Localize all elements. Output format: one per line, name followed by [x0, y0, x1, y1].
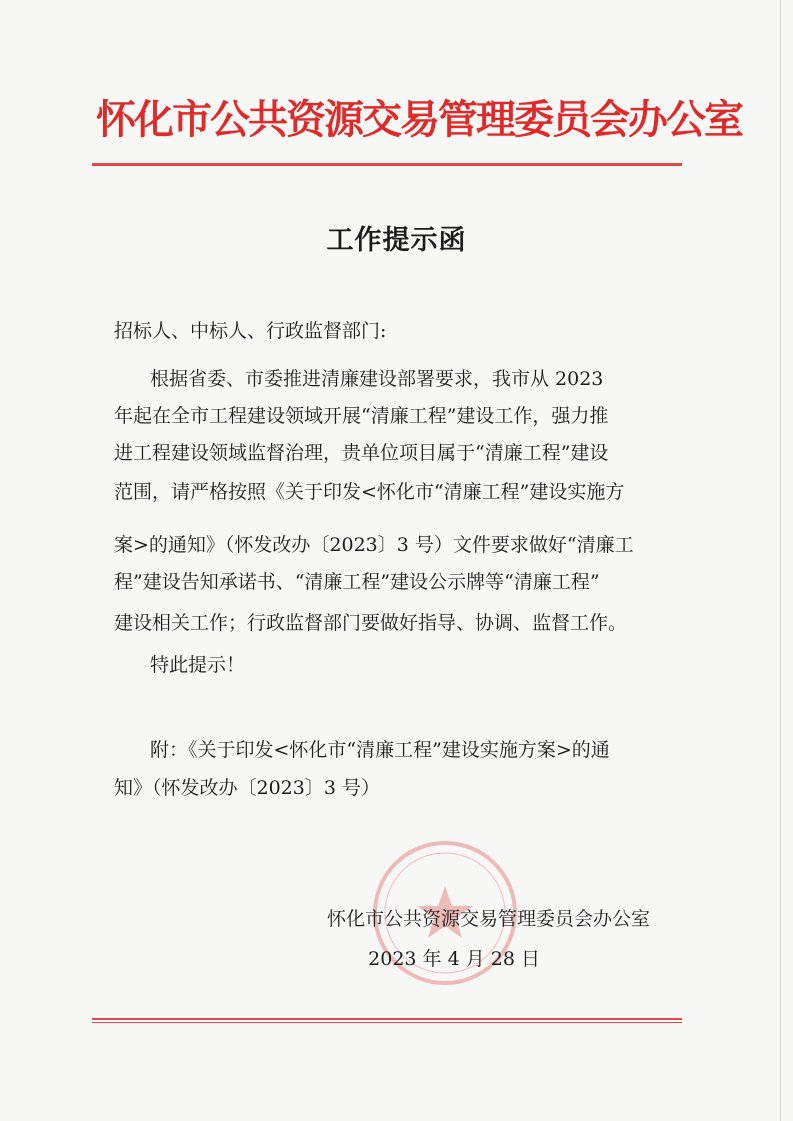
attachment-line: 知》（怀发改办〔2023〕3 号）	[114, 777, 380, 799]
body-line: 案>的通知》（怀发改办〔2023〕3 号）文件要求做好“清廉工	[114, 534, 634, 556]
footer-red-rule-thin	[92, 1022, 682, 1023]
body-line: 年起在全市工程建设领域开展“清廉工程”建设工作，强力推	[114, 405, 609, 427]
body-line: 进工程建设领域监督治理，贵单位项目属于“清廉工程”建设	[114, 442, 609, 464]
body-line: 范围，请严格按照《关于印发<怀化市“清廉工程”建设实施方	[114, 481, 625, 503]
footer-red-rule	[92, 1018, 682, 1020]
body-line: 建设相关工作；行政监督部门要做好指导、协调、监督工作。	[114, 612, 628, 634]
body-line: 根据省委、市委推进清廉建设部署要求，我市从 2023	[150, 368, 604, 390]
attachment-line: 附：《关于印发<怀化市“清廉工程”建设实施方案>的通	[150, 739, 610, 761]
closing-line: 特此提示！	[150, 654, 246, 676]
recipient-line: 招标人、中标人、行政监督部门:	[114, 320, 387, 342]
signature-organization: 怀化市公共资源交易管理委员会办公室	[326, 908, 650, 930]
letterhead-red-rule	[92, 163, 682, 166]
letterhead-title: 怀化市公共资源交易管理委员会办公室	[96, 97, 742, 143]
scan-edge-line	[780, 0, 781, 1121]
document-title: 工作提示函	[326, 225, 467, 256]
signature-date: 2023 年 4 月 28 日	[368, 948, 540, 970]
body-line: 程”建设告知承诺书、“清廉工程”建设公示牌等“清廉工程”	[114, 571, 600, 593]
